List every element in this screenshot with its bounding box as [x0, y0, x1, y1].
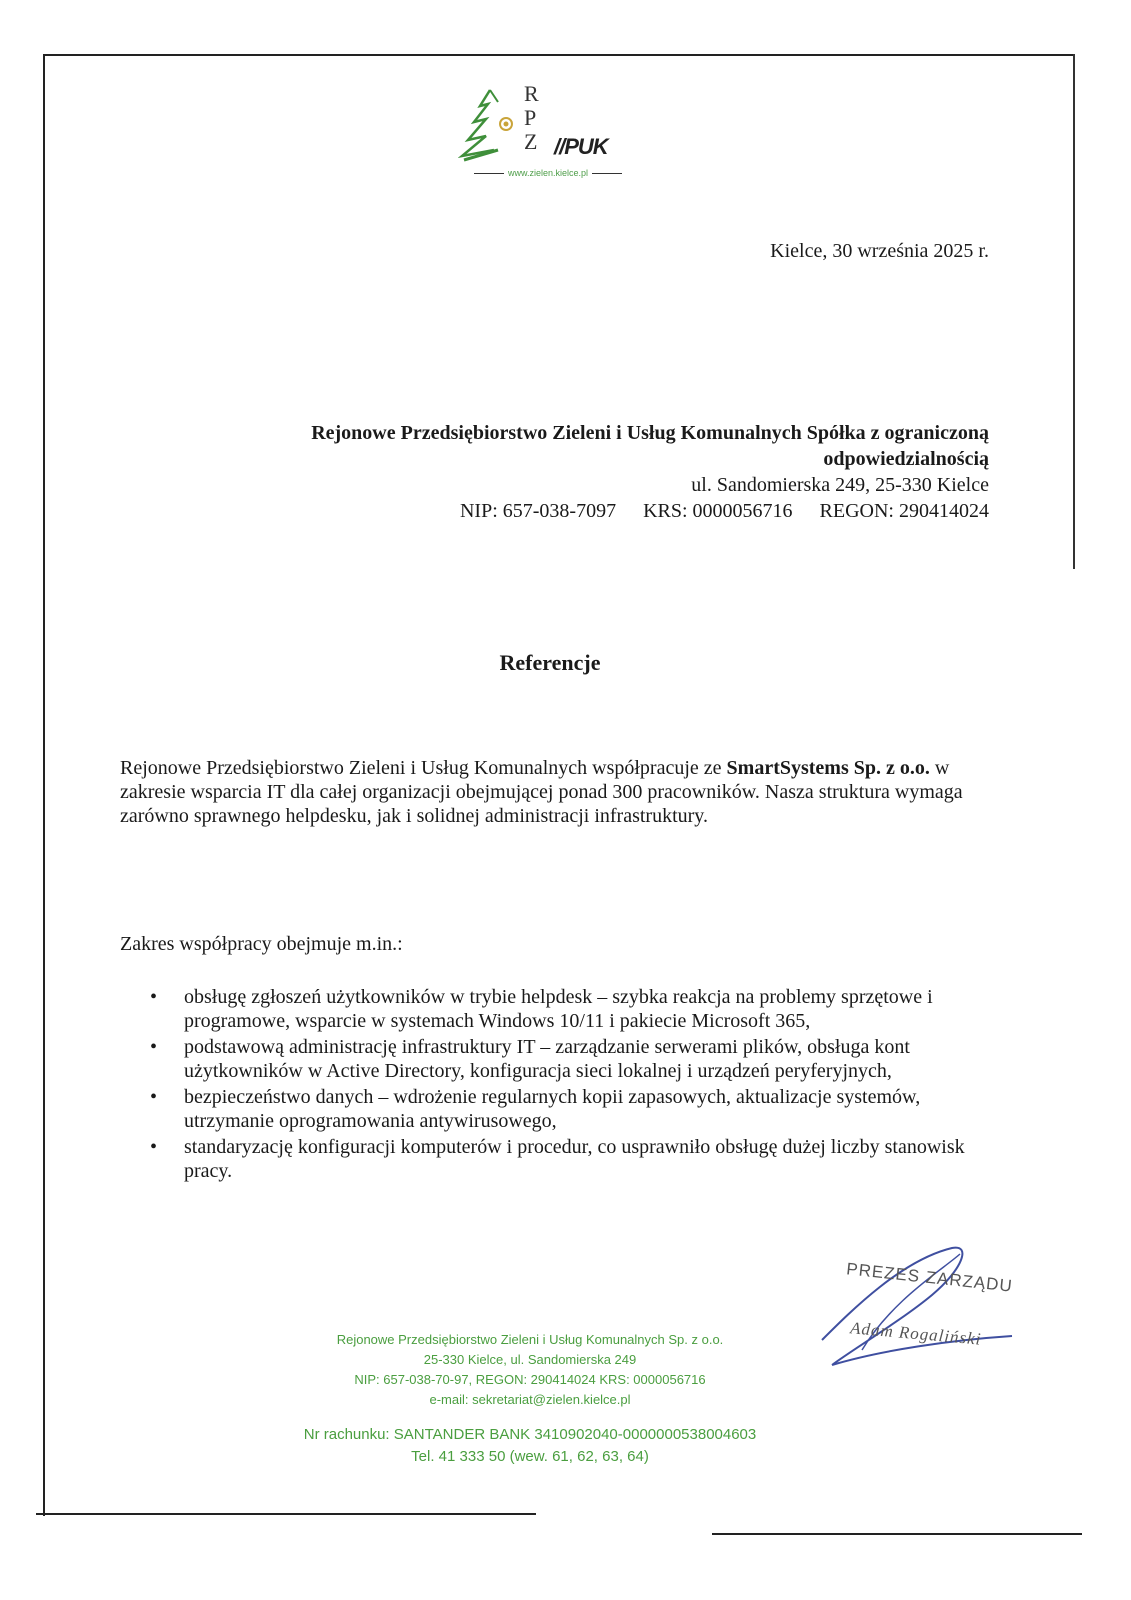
frame-left-border — [43, 54, 45, 1516]
list-item: • bezpieczeństwo danych – wdrożenie regularnych kopii zapasowych, aktualizacje systemów, utrzymanie oprogramowania antywirusowego, — [120, 1085, 980, 1133]
frame-bottom-border — [36, 1513, 536, 1515]
recipient-company-block — [189, 420, 989, 524]
frame-right-border — [1073, 54, 1075, 569]
company-name-line1: Rejonowe Przedsiębiorstwo Zieleni i Usług Komunalnych Spółka z ograniczoną — [311, 422, 989, 444]
logo-url: www.zielen.kielce.pl — [458, 168, 638, 178]
tree-logo-icon — [458, 86, 528, 166]
footer-identifiers: NIP: 657-038-70-97, REGON: 290414024 KRS: 0000056716 — [354, 1372, 706, 1387]
company-address: ul. Sandomierska 249, 25-330 Kielce — [691, 474, 989, 496]
stamp-name: Adam Rogaliński — [849, 1318, 983, 1349]
scope-intro: Zakres współpracy obejmuje m.in.: — [120, 933, 403, 955]
footer-address: 25-330 Kielce, ul. Sandomierska 249 — [423, 1352, 637, 1367]
logo-puk-brand: //PUK — [554, 134, 608, 159]
footer-bank-account: Nr rachunku: SANTANDER BANK 3410902040-0000000538004603 — [303, 1426, 757, 1443]
list-item: • obsługę zgłoszeń użytkowników w trybie helpdesk – szybka reakcja na problemy sprzętowe i programowe, wsparcie w systemach Windows 10/11 i pakiecie Microsoft 365, — [120, 985, 980, 1033]
intro-company-bold: SmartSystems Sp. z o.o. — [726, 757, 930, 779]
company-logo — [458, 82, 638, 182]
company-nip: NIP: 657-038-7097 — [459, 500, 617, 522]
scope-list — [120, 985, 980, 1185]
footer — [0, 1330, 1060, 1468]
company-identifiers — [189, 498, 989, 524]
frame-bottom-border-right — [712, 1533, 1082, 1535]
intro-paragraph: Rejonowe Przedsiębiorstwo Zieleni i Usług Komunalnych współpracuje ze SmartSystems Sp. z o.o. w zakresie wsparcia IT dla całej organizacji obejmującej ponad 300 pracowników. Nasza struktura wymaga zarówno sprawnego helpdesku, jak i solidnej administracji infrastruktury. — [120, 757, 963, 827]
frame-top-border — [44, 54, 1074, 56]
company-name-line2: odpowiedzialnością — [823, 448, 989, 470]
company-krs: KRS: 0000056716 — [643, 500, 793, 522]
footer-company: Rejonowe Przedsiębiorstwo Zieleni i Usług Komunalnych Sp. z o.o. — [336, 1332, 724, 1347]
footer-phone: Tel. 41 333 50 (wew. 61, 62, 63, 64) — [411, 1448, 649, 1465]
stamp-title: PREZES ZARZĄDU — [845, 1259, 1014, 1296]
logo-letters: R P Z — [524, 81, 539, 154]
letter-date: Kielce, 30 września 2025 r. — [770, 240, 989, 262]
document-title: Referencje — [499, 650, 601, 675]
list-item: • standaryzację konfiguracji komputerów i procedur, co usprawniło obsługę dużej liczby stanowisk pracy. — [120, 1135, 980, 1183]
company-regon: REGON: 290414024 — [819, 500, 989, 522]
list-item: • podstawową administrację infrastruktury IT – zarządzanie serwerami plików, obsługa kont użytkowników w Active Directory, konfiguracja sieci lokalnej i urządzeń peryferyjnych, — [120, 1035, 980, 1083]
footer-email: e-mail: sekretariat@zielen.kielce.pl — [429, 1392, 631, 1407]
